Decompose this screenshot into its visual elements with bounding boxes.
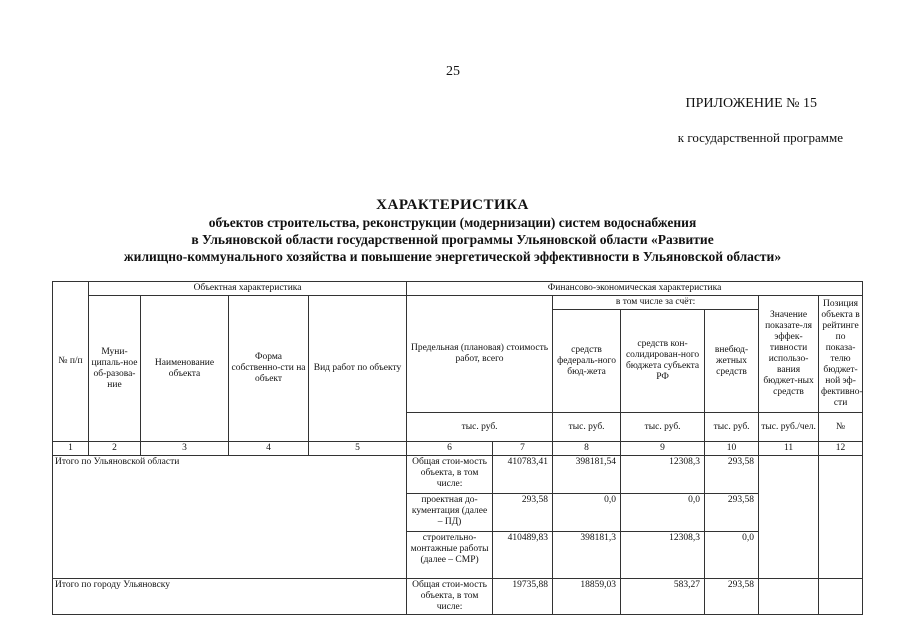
page-number: 25 [446, 64, 460, 79]
cost-total: 293,58 [493, 494, 553, 532]
column-number: 12 [819, 442, 863, 456]
header-rating-position: Позиция объекта в рейтинге по показа-телю бюджет-ной эф-фективно-сти [819, 296, 863, 413]
column-number: 10 [705, 442, 759, 456]
column-number: 3 [141, 442, 229, 456]
header-group-finance: Финансово-экономическая характеристика [407, 282, 863, 296]
row-label: Итого по городу Ульяновску [53, 579, 407, 615]
header-object-name: Наименование объекта [141, 296, 229, 442]
indicator-value [759, 456, 819, 579]
column-number: 9 [621, 442, 705, 456]
column-number: 5 [309, 442, 407, 456]
unit-cell: № [819, 413, 863, 442]
cost-consolidated: 12308,3 [621, 532, 705, 579]
cost-total: 410489,83 [493, 532, 553, 579]
heading-title: ХАРАКТЕРИСТИКА [376, 197, 529, 213]
indicator-value [759, 579, 819, 615]
annex-subtitle: к государственной программе [677, 130, 843, 145]
cost-federal: 18859,03 [553, 579, 621, 615]
table-row [53, 579, 863, 615]
column-number: 6 [407, 442, 493, 456]
header-including: в том числе за счёт: [553, 296, 759, 310]
cost-consolidated: 12308,3 [621, 456, 705, 494]
characteristics-table [52, 281, 863, 615]
heading-line: в Ульяновской области государственной программы Ульяновской области «Развитие [191, 232, 714, 247]
header-limit-cost: Предельная (плановая) стоимость работ, всего [407, 296, 553, 413]
cost-type: проектная до-кументация (далее – ПД) [407, 494, 493, 532]
column-number: 11 [759, 442, 819, 456]
unit-cell: тыс. руб. [553, 413, 621, 442]
column-number: 4 [229, 442, 309, 456]
cost-extrabudget: 293,58 [705, 579, 759, 615]
header-federal: средств федераль-ного бюд-жета [553, 310, 621, 413]
column-number: 2 [89, 442, 141, 456]
column-number: 1 [53, 442, 89, 456]
cost-consolidated: 0,0 [621, 494, 705, 532]
heading-line: объектов строительства, реконструкции (модернизации) систем водоснабжения [208, 215, 697, 230]
cost-federal: 398181,54 [553, 456, 621, 494]
rating-position [819, 579, 863, 615]
header-group-object: Объектная характеристика [89, 282, 407, 296]
header-work-type: Вид работ по объекту [309, 296, 407, 442]
column-number: 8 [553, 442, 621, 456]
cost-extrabudget: 0,0 [705, 532, 759, 579]
cost-type: строительно-монтажные работы (далее – СМР) [407, 532, 493, 579]
unit-cell: тыс. руб./чел. [759, 413, 819, 442]
cost-consolidated: 583,27 [621, 579, 705, 615]
heading-line: жилищно-коммунального хозяйства и повышение энергетической эффективности в Ульяновской области» [123, 249, 782, 264]
header-ownership: Форма собственно-сти на объект [229, 296, 309, 442]
rating-position [819, 456, 863, 579]
header-municipality: Муни-ципаль-ное об-разова-ние [89, 296, 141, 442]
cost-federal: 0,0 [553, 494, 621, 532]
unit-cell: тыс. руб. [621, 413, 705, 442]
document-heading [0, 196, 905, 265]
column-number: 7 [493, 442, 553, 456]
header-consolidated: средств кон-солидирован-ного бюджета субъекта РФ [621, 310, 705, 413]
table-row [53, 456, 863, 494]
cost-extrabudget: 293,58 [705, 456, 759, 494]
header-indicator: Значение показате-ля эффек-тивности использо-вания бюджет-ных средств [759, 296, 819, 413]
cost-extrabudget: 293,58 [705, 494, 759, 532]
row-label: Итого по Ульяновской области [53, 456, 407, 579]
cost-type: Общая стои-мость объекта, в том числе: [407, 579, 493, 615]
unit-cell: тыс. руб. [705, 413, 759, 442]
header-extrabudget: внебюд-жетных средств [705, 310, 759, 413]
cost-federal: 398181,3 [553, 532, 621, 579]
annex-title: ПРИЛОЖЕНИЕ № 15 [685, 96, 817, 111]
header-num: № п/п [53, 282, 89, 442]
unit-cell: тыс. руб. [407, 413, 553, 442]
cost-type: Общая стои-мость объекта, в том числе: [407, 456, 493, 494]
cost-total: 19735,88 [493, 579, 553, 615]
cost-total: 410783,41 [493, 456, 553, 494]
